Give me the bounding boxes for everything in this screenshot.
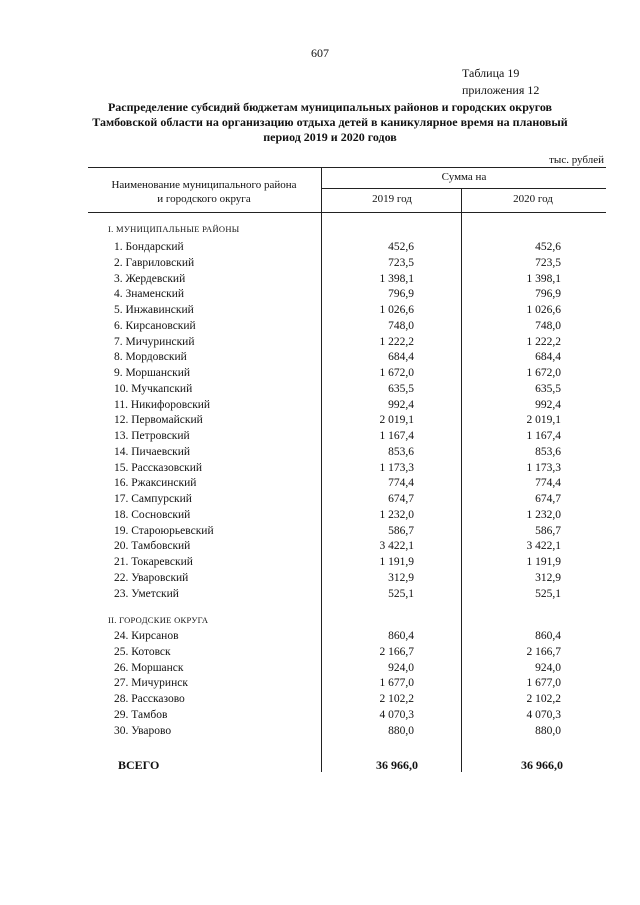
row-name: 6. Кирсановский	[114, 319, 196, 332]
value-2020: 684,4	[535, 351, 561, 364]
total-2019: 36 966,0	[376, 758, 418, 772]
row-name: 2. Гавриловский	[114, 256, 195, 269]
value-2019: 853,6	[388, 445, 414, 458]
table-top-border	[88, 167, 606, 168]
row-name: 10. Мучкапский	[114, 382, 193, 395]
table-row	[0, 693, 640, 709]
row-name: 9. Моршанский	[114, 367, 191, 379]
table-row	[0, 288, 640, 304]
table-row	[0, 556, 640, 572]
table-row	[0, 257, 640, 273]
row-name: 17. Сампурский	[114, 493, 192, 505]
value-2020: 1 677,0	[526, 677, 561, 690]
row-name: 4. Знаменский	[114, 288, 185, 301]
value-2019: 452,6	[388, 241, 414, 253]
value-2019: 3 422,1	[379, 540, 414, 553]
table-row	[0, 430, 640, 446]
value-2019: 1 222,2	[379, 335, 414, 348]
header-name-column	[88, 178, 320, 206]
value-2019: 684,4	[388, 351, 414, 364]
table-row	[0, 572, 640, 588]
value-2020: 723,5	[535, 256, 561, 269]
value-2020: 860,4	[535, 630, 561, 642]
title-line-1: Распределение субсидий бюджетам муниципальных районов и городских округов	[107, 100, 553, 114]
value-2019: 4 070,3	[379, 708, 414, 721]
row-name: 27. Мичуринск	[114, 677, 188, 690]
value-2019: 860,4	[388, 630, 414, 642]
value-2019: 1 191,9	[379, 556, 414, 568]
row-name: 8. Мордовский	[114, 351, 187, 364]
table-row	[0, 273, 640, 289]
value-2019: 880,0	[388, 724, 414, 737]
document-title	[80, 100, 580, 145]
table-row	[0, 367, 640, 383]
table-row	[0, 414, 640, 430]
value-2020: 1 167,4	[526, 430, 561, 442]
total-label: ВСЕГО	[118, 758, 160, 772]
value-2020: 774,4	[535, 477, 561, 490]
value-2020: 2 019,1	[526, 414, 561, 427]
section-title: I. МУНИЦИПАЛЬНЫЕ РАЙОНЫ	[108, 224, 240, 234]
table-row	[0, 477, 640, 493]
value-2020: 635,5	[535, 382, 561, 395]
value-2020: 853,6	[535, 445, 561, 458]
value-2019: 924,0	[388, 661, 414, 674]
table-row	[0, 677, 640, 693]
row-name: 29. Тамбов	[114, 708, 168, 721]
value-2020: 924,0	[535, 661, 561, 674]
value-2019: 1 672,0	[379, 367, 414, 379]
value-2020: 525,1	[535, 587, 561, 600]
table-row	[0, 646, 640, 662]
value-2019: 774,4	[388, 477, 414, 490]
row-name: 13. Петровский	[114, 430, 190, 442]
title-line-3: период 2019 и 2020 годов	[263, 130, 397, 144]
row-name: 5. Инжавинский	[114, 304, 194, 316]
row-name: 11. Никифоровский	[114, 398, 211, 411]
table-row	[0, 320, 640, 336]
table-row	[0, 588, 640, 604]
value-2020: 2 166,7	[526, 645, 561, 658]
row-name: 20. Тамбовский	[114, 540, 191, 553]
table-row	[0, 304, 640, 320]
header-year-2019: 2019 год	[372, 193, 412, 205]
table-row	[0, 540, 640, 556]
row-name: 24. Кирсанов	[114, 630, 179, 642]
value-2019: 2 019,1	[379, 414, 414, 427]
row-name: 3. Жердевский	[114, 272, 186, 285]
table-row	[0, 462, 640, 478]
row-name: 25. Котовск	[114, 645, 171, 658]
table-label: Таблица 19	[462, 66, 520, 80]
header-name-line-1: Наименование муниципального района	[111, 179, 297, 191]
section-title: II. ГОРОДСКИЕ ОКРУГА	[108, 615, 209, 625]
value-2020: 1 398,1	[526, 272, 561, 285]
value-2019: 312,9	[388, 571, 414, 584]
table-row	[0, 241, 640, 257]
value-2020: 992,4	[535, 398, 561, 411]
value-2019: 748,0	[388, 319, 414, 332]
row-name: 23. Уметский	[114, 587, 179, 600]
table-row	[0, 383, 640, 399]
value-2020: 3 422,1	[526, 540, 561, 553]
table-row	[0, 399, 640, 415]
header-sum-label: Сумма на	[441, 171, 487, 183]
value-2019: 796,9	[388, 288, 414, 301]
value-2020: 1 173,3	[526, 461, 561, 474]
table-row	[0, 446, 640, 462]
value-2019: 992,4	[388, 398, 414, 411]
row-name: 19. Староюрьевский	[114, 524, 214, 537]
row-name: 15. Рассказовский	[114, 461, 203, 474]
value-2019: 635,5	[388, 382, 414, 395]
value-2019: 1 677,0	[379, 677, 414, 690]
table-row	[0, 351, 640, 367]
value-2019: 1 026,6	[379, 304, 414, 316]
page-number: 607	[311, 46, 329, 60]
table-row	[0, 709, 640, 725]
row-name: 12. Первомайский	[114, 414, 203, 427]
header-bottom-border	[88, 212, 606, 213]
title-line-2: Тамбовской области на организацию отдыха детей в каникулярное время на плановый	[92, 115, 568, 129]
row-name: 26. Моршанск	[114, 661, 184, 674]
row-name: 1. Бондарский	[114, 241, 184, 253]
value-2019: 1 232,0	[379, 508, 414, 521]
row-name: 21. Токаревский	[114, 556, 193, 568]
header-subdivider	[322, 188, 606, 189]
value-2020: 586,7	[535, 524, 561, 537]
value-2020: 1 222,2	[526, 335, 561, 348]
value-2020: 1 191,9	[526, 556, 561, 568]
value-2019: 1 398,1	[379, 272, 414, 285]
value-2020: 2 102,2	[526, 693, 561, 705]
table-row	[0, 336, 640, 352]
table-row	[0, 525, 640, 541]
value-2020: 748,0	[535, 319, 561, 332]
value-2020: 880,0	[535, 724, 561, 737]
row-name: 22. Уваровский	[114, 571, 189, 584]
value-2020: 1 026,6	[526, 304, 561, 316]
value-2020: 1 672,0	[526, 367, 561, 379]
table-row	[0, 662, 640, 678]
table-row	[0, 493, 640, 509]
value-2020: 4 070,3	[526, 708, 561, 721]
row-name: 30. Уварово	[114, 724, 172, 737]
row-name: 18. Сосновский	[114, 508, 191, 521]
units-label: тыс. рублей	[549, 154, 604, 166]
value-2020: 796,9	[535, 288, 561, 301]
value-2019: 586,7	[388, 524, 414, 537]
header-year-2020: 2020 год	[513, 193, 553, 205]
total-2020: 36 966,0	[521, 758, 563, 772]
value-2020: 312,9	[535, 571, 561, 584]
value-2020: 1 232,0	[526, 508, 561, 521]
value-2019: 525,1	[388, 587, 414, 600]
value-2019: 674,7	[388, 493, 414, 505]
value-2020: 674,7	[535, 493, 561, 505]
table-row	[0, 630, 640, 646]
appendix-label: приложения 12	[462, 83, 540, 97]
value-2019: 723,5	[388, 256, 414, 269]
value-2019: 2 102,2	[379, 693, 414, 705]
table-row	[0, 725, 640, 741]
value-2020: 452,6	[535, 241, 561, 253]
value-2019: 1 167,4	[379, 430, 414, 442]
table-row	[0, 509, 640, 525]
row-name: 7. Мичуринский	[114, 335, 195, 348]
row-name: 28. Рассказово	[114, 693, 185, 705]
row-name: 14. Пичаевский	[114, 445, 191, 458]
header-name-line-2: и городского округа	[157, 193, 251, 205]
value-2019: 1 173,3	[379, 461, 414, 474]
row-name: 16. Ржаксинский	[114, 477, 197, 490]
value-2019: 2 166,7	[379, 645, 414, 658]
